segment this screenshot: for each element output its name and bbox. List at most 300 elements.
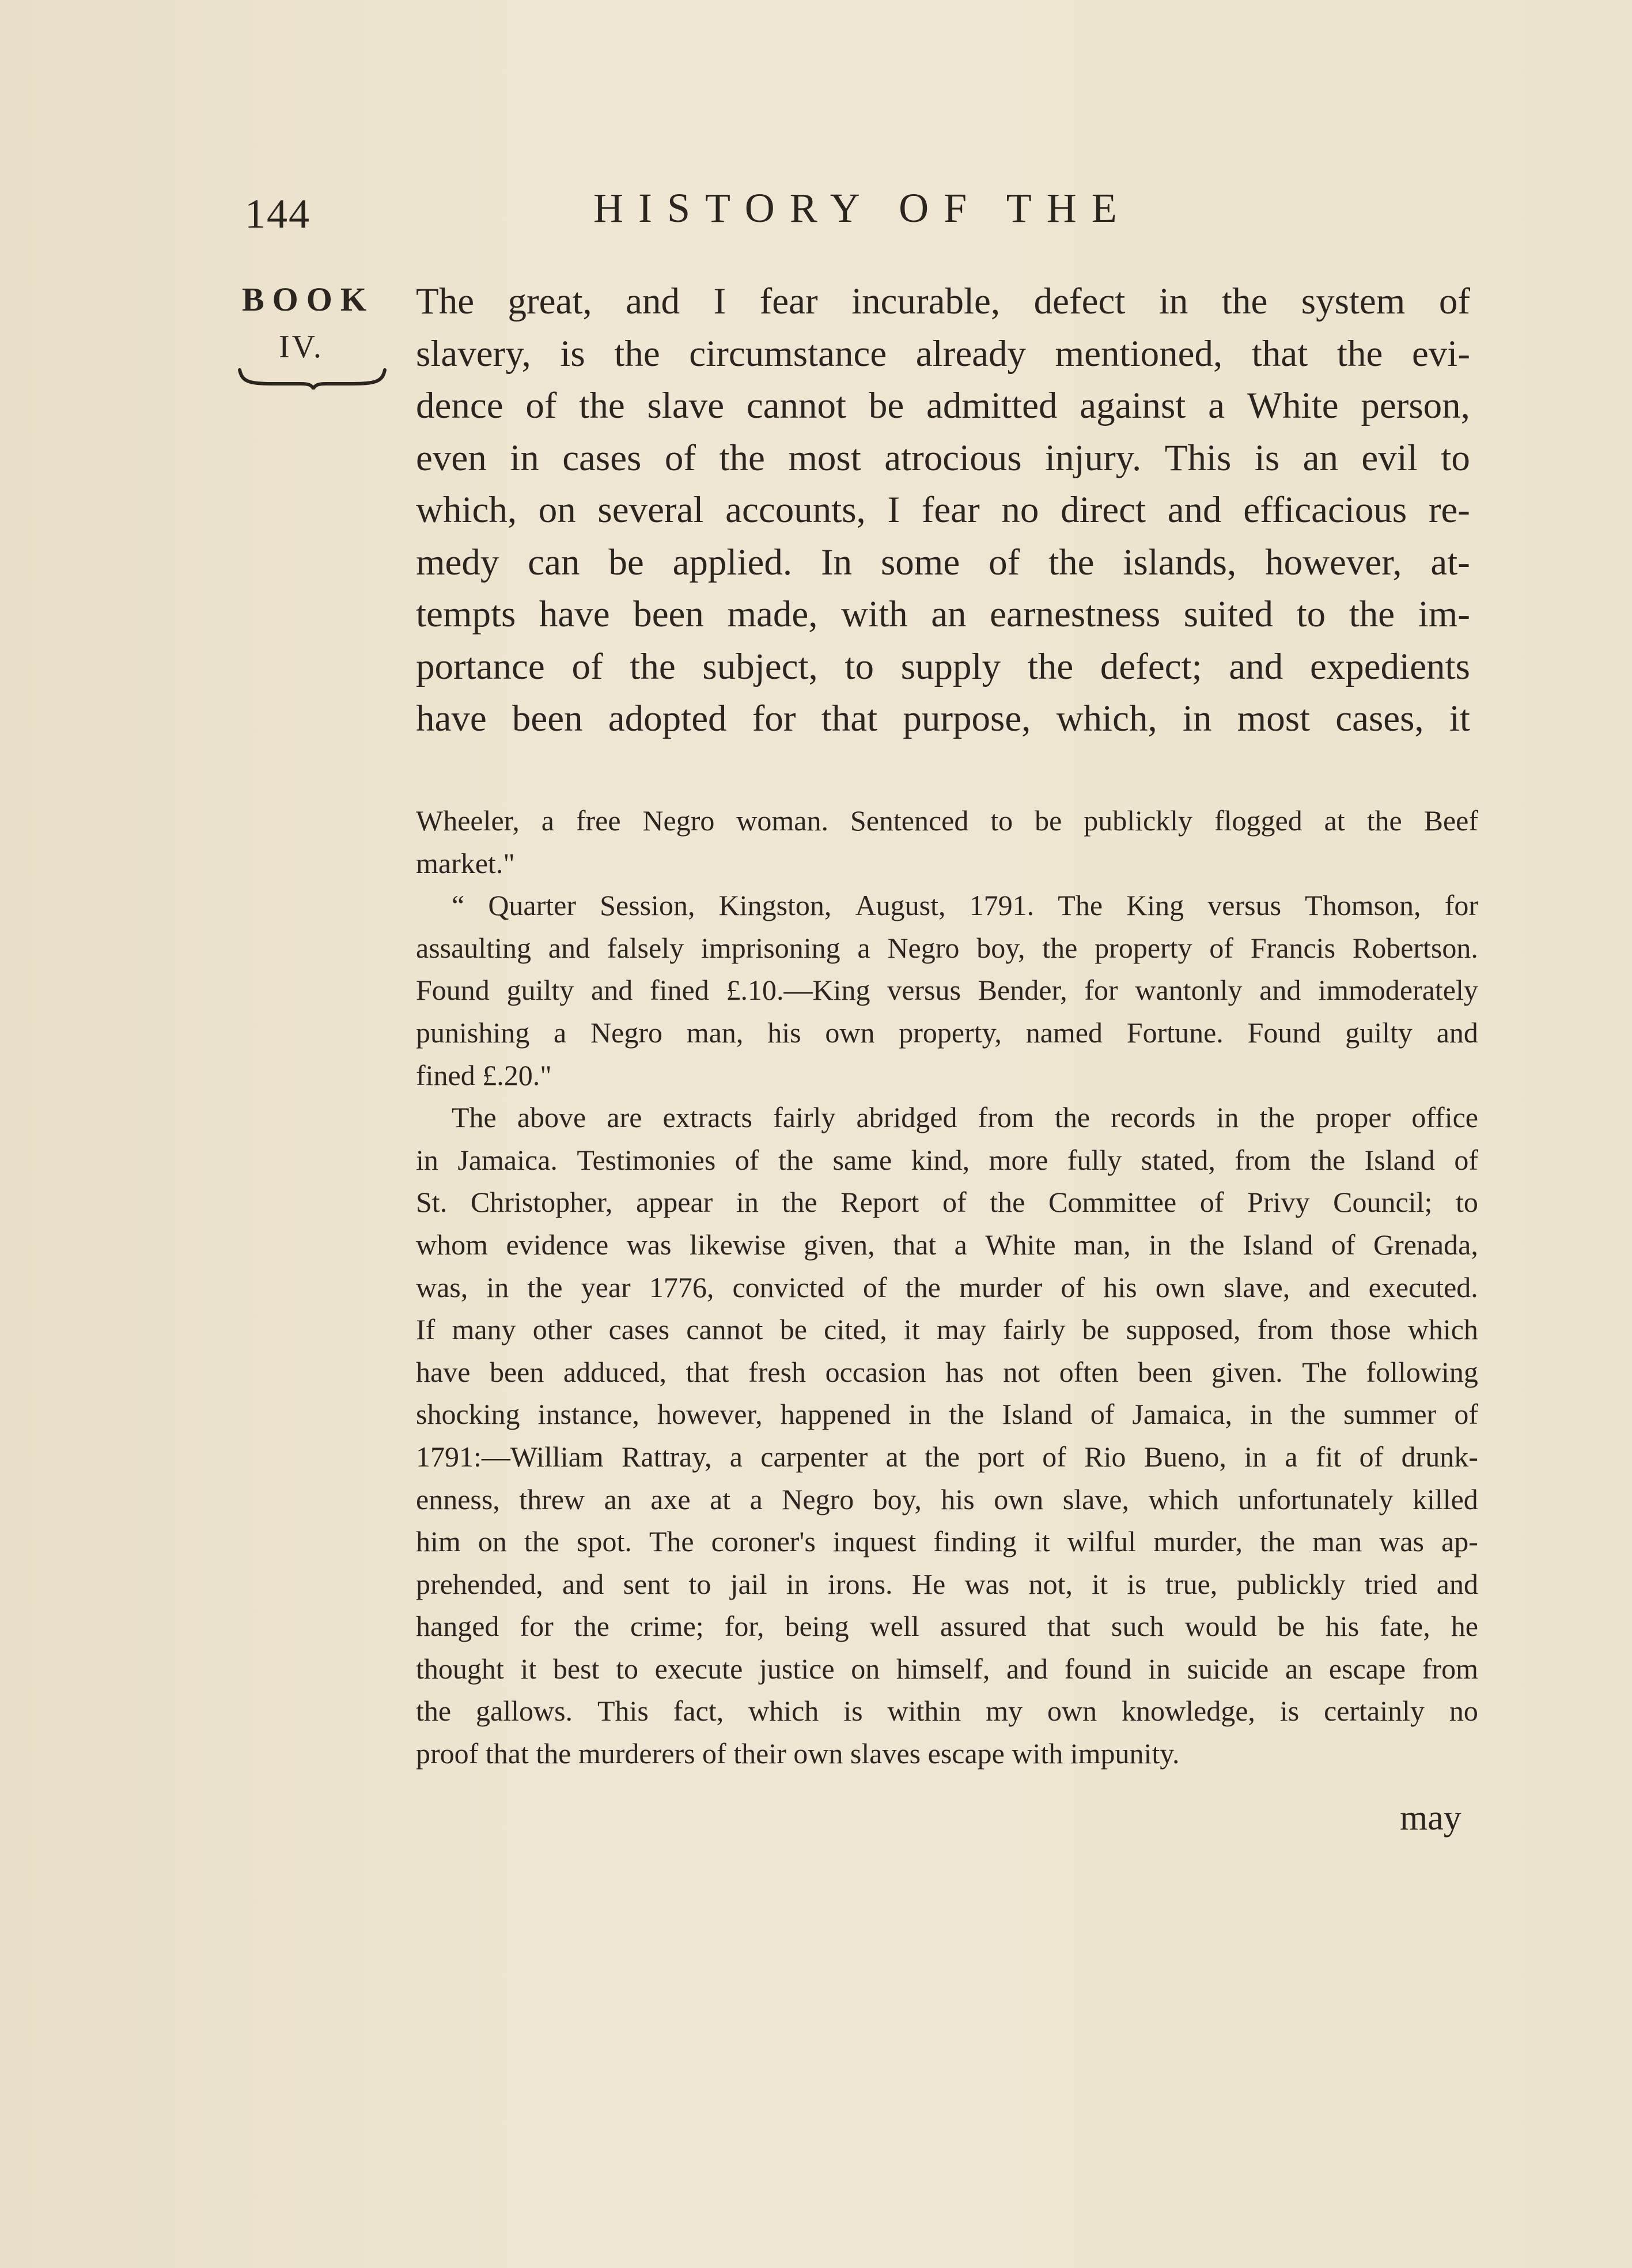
word: incurable, — [851, 281, 1001, 322]
word: Francis — [1250, 931, 1336, 964]
word: occasion — [825, 1355, 926, 1388]
word: the — [1310, 1143, 1346, 1176]
word: Found — [1247, 1016, 1321, 1049]
word: accounts, — [725, 489, 866, 531]
word: be — [608, 541, 644, 583]
word: port — [978, 1440, 1024, 1473]
word: Rio — [1084, 1440, 1126, 1473]
word: Rattray, — [622, 1440, 712, 1473]
word: a — [749, 1483, 763, 1515]
word: If — [416, 1313, 436, 1346]
word: fully — [1067, 1143, 1122, 1176]
word: of — [1454, 1143, 1478, 1176]
word: Jamaica, — [1132, 1398, 1232, 1431]
word: summer — [1343, 1398, 1437, 1431]
word: medy — [416, 541, 499, 583]
word: Christopher, — [470, 1186, 613, 1219]
word: executed. — [1368, 1271, 1478, 1303]
word: publickly — [1236, 1567, 1346, 1600]
word: office — [1411, 1101, 1478, 1134]
word: wilful — [1067, 1525, 1137, 1558]
word: The — [416, 281, 475, 322]
main-line — [416, 484, 1470, 536]
catchword: may — [1400, 1798, 1461, 1838]
word: the — [924, 1440, 960, 1473]
word: and — [1436, 1567, 1478, 1600]
word: defect — [1033, 281, 1126, 322]
note-line — [416, 1563, 1478, 1606]
note-line — [416, 1309, 1478, 1351]
word: boy, — [976, 931, 1025, 964]
word: of — [734, 1143, 759, 1176]
word: it — [1449, 698, 1470, 739]
word: and — [1259, 974, 1301, 1007]
word: coroner's — [711, 1525, 816, 1558]
word: suited — [1183, 594, 1273, 635]
word: axe — [650, 1483, 691, 1515]
word: to — [1441, 437, 1470, 479]
word: the — [1336, 332, 1383, 375]
note-line — [416, 1479, 1478, 1521]
note-line — [416, 1267, 1478, 1309]
word: White — [985, 1228, 1056, 1261]
note-line — [416, 1733, 1478, 1775]
main-line — [416, 588, 1470, 641]
word: person, — [1361, 385, 1470, 426]
word: woman. — [736, 804, 828, 837]
word: my — [986, 1695, 1023, 1728]
word: the — [1366, 804, 1402, 837]
word: have — [416, 1355, 471, 1388]
note-line — [416, 1690, 1478, 1733]
word: the — [527, 1271, 563, 1303]
word: slavery, — [416, 332, 531, 375]
word: suicide — [1187, 1652, 1269, 1685]
word: that — [686, 1355, 729, 1388]
word: circumstance — [689, 332, 887, 375]
word: adopted — [608, 698, 727, 739]
word: stated, — [1141, 1143, 1216, 1176]
word: I — [713, 281, 726, 322]
note-line-text: fined £.20." — [416, 1059, 552, 1091]
note-line — [416, 1139, 1478, 1182]
word: well — [869, 1610, 919, 1643]
word: the — [579, 385, 625, 426]
word: fairly — [1003, 1313, 1066, 1346]
word: that — [1251, 332, 1308, 375]
word: are — [607, 1101, 642, 1134]
word: made, — [727, 594, 818, 635]
word: was, — [416, 1271, 468, 1303]
main-line — [416, 328, 1470, 380]
word: shocking — [416, 1398, 520, 1431]
word: some — [881, 541, 960, 583]
word: the — [1042, 931, 1078, 964]
word: in — [1182, 698, 1212, 739]
main-line — [416, 380, 1470, 432]
word: best — [552, 1652, 600, 1685]
word: fresh — [748, 1355, 806, 1388]
word: Island — [1364, 1143, 1435, 1176]
word: Beef — [1423, 804, 1478, 837]
word: of — [1090, 1398, 1115, 1431]
word: been — [633, 594, 704, 635]
word: evidence — [506, 1228, 609, 1261]
word: free — [575, 804, 621, 837]
word: Bueno, — [1143, 1440, 1226, 1473]
word: property — [1095, 931, 1192, 964]
word: of — [525, 385, 557, 426]
word: a — [541, 804, 554, 837]
word: not — [1003, 1355, 1040, 1388]
word: the — [630, 645, 676, 687]
word: re- — [1428, 489, 1470, 531]
word: him — [416, 1525, 461, 1558]
word: supply — [900, 645, 1001, 687]
word: year — [581, 1271, 631, 1303]
word: execute — [654, 1652, 743, 1685]
word: 1791:—William — [416, 1440, 604, 1473]
word: at — [710, 1483, 731, 1515]
word: spot. — [576, 1525, 632, 1558]
word: the — [614, 332, 660, 375]
word: the — [574, 1610, 609, 1643]
word: has — [945, 1355, 984, 1388]
word: enness, — [416, 1483, 500, 1515]
word: and — [562, 1567, 604, 1600]
note-line-text: proof that the murderers of their own slaves escape with impunity. — [416, 1737, 1180, 1770]
word: is — [560, 332, 585, 375]
word: to — [845, 645, 874, 687]
word: wantonly — [1135, 974, 1243, 1007]
word: other — [532, 1313, 592, 1346]
word: not, — [1028, 1567, 1073, 1600]
word: justice — [759, 1652, 835, 1685]
word: have — [539, 594, 610, 635]
word: his — [1325, 1610, 1360, 1643]
main-line — [416, 693, 1470, 745]
word: the — [1259, 1525, 1296, 1558]
word: defect; — [1100, 645, 1202, 687]
word: tempts — [416, 594, 516, 635]
word: extracts — [662, 1101, 753, 1134]
word: in — [736, 1186, 759, 1219]
word: gallows. — [476, 1695, 573, 1728]
word: an — [1302, 437, 1338, 479]
word: more — [989, 1143, 1048, 1176]
word: is — [1254, 437, 1280, 479]
word: at — [1324, 804, 1345, 837]
word: at- — [1430, 541, 1470, 583]
word: on — [538, 489, 576, 531]
word: named — [1025, 1016, 1103, 1049]
word: inquest — [832, 1525, 917, 1558]
word: given. — [1211, 1355, 1283, 1388]
word: of — [1199, 1186, 1224, 1219]
word: murder, — [1153, 1525, 1243, 1558]
word: the — [949, 1398, 984, 1431]
word: Sentenced — [850, 804, 969, 837]
word: instance, — [537, 1398, 639, 1431]
word: St. — [416, 1186, 448, 1219]
word: the — [905, 1271, 941, 1303]
word: of — [1209, 931, 1234, 964]
word: be — [779, 1313, 807, 1346]
word: an — [1285, 1652, 1313, 1685]
word: a — [1285, 1440, 1298, 1473]
word: Report — [840, 1186, 919, 1219]
word: be — [1082, 1313, 1110, 1346]
word: appear — [636, 1186, 713, 1219]
word: versus — [887, 974, 961, 1007]
word: be — [868, 385, 904, 426]
word: no — [1449, 1695, 1478, 1728]
word: from — [1257, 1313, 1313, 1346]
note-line — [416, 1605, 1478, 1648]
word: “ — [452, 889, 465, 922]
word: injury. — [1044, 437, 1142, 479]
main-paragraph — [416, 275, 1470, 745]
word: unfortunately — [1238, 1483, 1394, 1515]
word: of — [942, 1186, 967, 1219]
word: fact, — [673, 1695, 724, 1728]
word: The — [452, 1101, 497, 1134]
word: the — [1349, 594, 1395, 635]
word: the — [416, 1695, 452, 1728]
word: Jamaica. — [457, 1143, 558, 1176]
word: for — [1444, 889, 1478, 922]
word: im- — [1418, 594, 1470, 635]
word: 1776, — [649, 1271, 714, 1303]
word: an — [931, 594, 967, 635]
word: above — [517, 1101, 586, 1134]
word: assured — [940, 1610, 1027, 1643]
word: of — [1454, 1398, 1478, 1431]
word: many — [452, 1313, 516, 1346]
word: flogged — [1214, 804, 1302, 837]
word: own — [1047, 1695, 1097, 1728]
word: at — [885, 1440, 907, 1473]
word: it — [1033, 1525, 1050, 1558]
word: given, — [804, 1228, 875, 1261]
word: man, — [686, 1016, 744, 1049]
book-label: BOOK — [242, 281, 375, 318]
word: Negro — [590, 1016, 662, 1049]
word: those — [1330, 1313, 1391, 1346]
main-line — [416, 641, 1470, 693]
word: Thomson, — [1305, 889, 1421, 922]
word: for — [752, 698, 796, 739]
word: most — [1237, 698, 1311, 739]
word: earnestness — [990, 594, 1161, 635]
word: fined — [649, 974, 709, 1007]
word: of — [1042, 1440, 1066, 1473]
word: been — [489, 1355, 544, 1388]
word: to — [1456, 1186, 1478, 1219]
word: a — [1208, 385, 1225, 426]
word: of — [1061, 1271, 1085, 1303]
word: that — [893, 1228, 937, 1261]
word: finding — [933, 1525, 1017, 1558]
word: a — [729, 1440, 743, 1473]
word: man — [1312, 1525, 1362, 1558]
word: dence — [416, 385, 503, 426]
note-line — [416, 1351, 1478, 1394]
word: that — [821, 698, 878, 739]
word: certainly — [1324, 1695, 1425, 1728]
word: escape — [1328, 1652, 1406, 1685]
word: to — [990, 804, 1013, 837]
word: own — [994, 1483, 1044, 1515]
word: Grenada, — [1373, 1228, 1478, 1261]
word: guilty — [1345, 1016, 1413, 1049]
main-line — [416, 536, 1470, 589]
word: his — [941, 1483, 975, 1515]
word: in — [1149, 1228, 1172, 1261]
word: Island — [1002, 1398, 1073, 1431]
word: Negro — [642, 804, 715, 837]
word: imprisoning — [700, 931, 840, 964]
word: cases, — [1335, 698, 1424, 739]
note-line — [416, 1012, 1478, 1054]
word: was — [626, 1228, 672, 1261]
word: to — [616, 1652, 639, 1685]
word: fear — [759, 281, 818, 322]
word: in — [486, 1271, 509, 1303]
word: being — [785, 1610, 849, 1643]
word: jail — [730, 1567, 767, 1600]
word: the — [1290, 1398, 1326, 1431]
word: ap- — [1441, 1525, 1478, 1558]
word: and — [626, 281, 680, 322]
word: and — [591, 974, 633, 1007]
word: immoderately — [1318, 974, 1478, 1007]
word: can — [528, 541, 580, 583]
word: happened — [780, 1398, 891, 1431]
word: for — [520, 1610, 554, 1643]
word: The — [1058, 889, 1103, 922]
note-line — [416, 1521, 1478, 1563]
note-line — [416, 1097, 1478, 1139]
note-line — [416, 1181, 1478, 1224]
word: falsely — [607, 931, 684, 964]
word: murder — [959, 1271, 1043, 1303]
word: slave, — [1223, 1271, 1290, 1303]
word: within — [887, 1695, 961, 1728]
word: from — [1235, 1143, 1291, 1176]
word: from — [1422, 1652, 1478, 1685]
word: hanged — [416, 1610, 499, 1643]
word: fear — [921, 489, 980, 531]
word: however, — [657, 1398, 763, 1431]
word: direct — [1061, 489, 1146, 531]
word: Kingston, — [718, 889, 832, 922]
word: property, — [899, 1016, 1002, 1049]
word: man, — [1074, 1228, 1131, 1261]
word: that — [1047, 1610, 1090, 1643]
word: Negro — [887, 931, 960, 964]
word: fairly — [773, 1101, 836, 1134]
word: system — [1301, 281, 1406, 322]
word: supposed, — [1126, 1313, 1241, 1346]
word: an — [604, 1483, 631, 1515]
word: such — [1111, 1610, 1164, 1643]
running-head: HISTORY OF THE — [593, 185, 1132, 231]
note-line — [416, 884, 1478, 927]
word: and — [1308, 1271, 1350, 1303]
word: it — [903, 1313, 920, 1346]
word: £.10.—King — [726, 974, 870, 1007]
word: in — [908, 1398, 932, 1431]
word: of — [1438, 281, 1470, 322]
word: the — [1048, 541, 1095, 583]
word: portance — [416, 645, 545, 687]
word: purpose, — [903, 698, 1031, 739]
word: great, — [508, 281, 592, 322]
word: subject, — [702, 645, 818, 687]
word: In — [821, 541, 853, 583]
word: however, — [1265, 541, 1402, 583]
word: several — [597, 489, 704, 531]
note-line — [416, 1648, 1478, 1691]
word: fate, — [1380, 1610, 1430, 1643]
word: I — [887, 489, 900, 531]
word: for, — [724, 1610, 764, 1643]
word: versus — [1207, 889, 1282, 922]
word: of — [571, 645, 603, 687]
word: cited, — [824, 1313, 887, 1346]
note-line — [416, 927, 1478, 970]
note-line — [416, 1224, 1478, 1267]
word: own — [1155, 1271, 1205, 1303]
word: islands, — [1123, 541, 1237, 583]
word: which, — [1056, 698, 1157, 739]
word: the — [1027, 645, 1074, 687]
word: the — [1221, 281, 1268, 322]
word: same — [832, 1143, 892, 1176]
word: of — [1331, 1228, 1355, 1261]
word: atrocious — [884, 437, 1022, 479]
word: is — [843, 1695, 863, 1728]
word: likewise — [689, 1228, 786, 1261]
word: This — [1164, 437, 1232, 479]
word: in — [1244, 1440, 1267, 1473]
word: often — [1059, 1355, 1119, 1388]
word: of — [989, 541, 1020, 583]
word: abridged — [856, 1101, 957, 1134]
word: on — [478, 1525, 507, 1558]
word: of — [664, 437, 696, 479]
word: admitted — [926, 385, 1058, 426]
word: he — [1451, 1610, 1478, 1643]
word: applied. — [672, 541, 793, 583]
word: of — [1359, 1440, 1384, 1473]
word: already — [915, 332, 1027, 375]
word: 1791. — [969, 889, 1035, 922]
word: Session, — [600, 889, 695, 922]
word: the — [1259, 1101, 1295, 1134]
word: assaulting — [416, 931, 531, 964]
word: on — [851, 1652, 880, 1685]
word: the — [719, 437, 765, 479]
word: which — [748, 1695, 819, 1728]
word: prehended, — [416, 1567, 543, 1600]
word: in — [1216, 1101, 1239, 1134]
word: would — [1184, 1610, 1257, 1643]
word: Quarter — [488, 889, 577, 922]
word: to — [1296, 594, 1326, 635]
word: boy, — [873, 1483, 922, 1515]
